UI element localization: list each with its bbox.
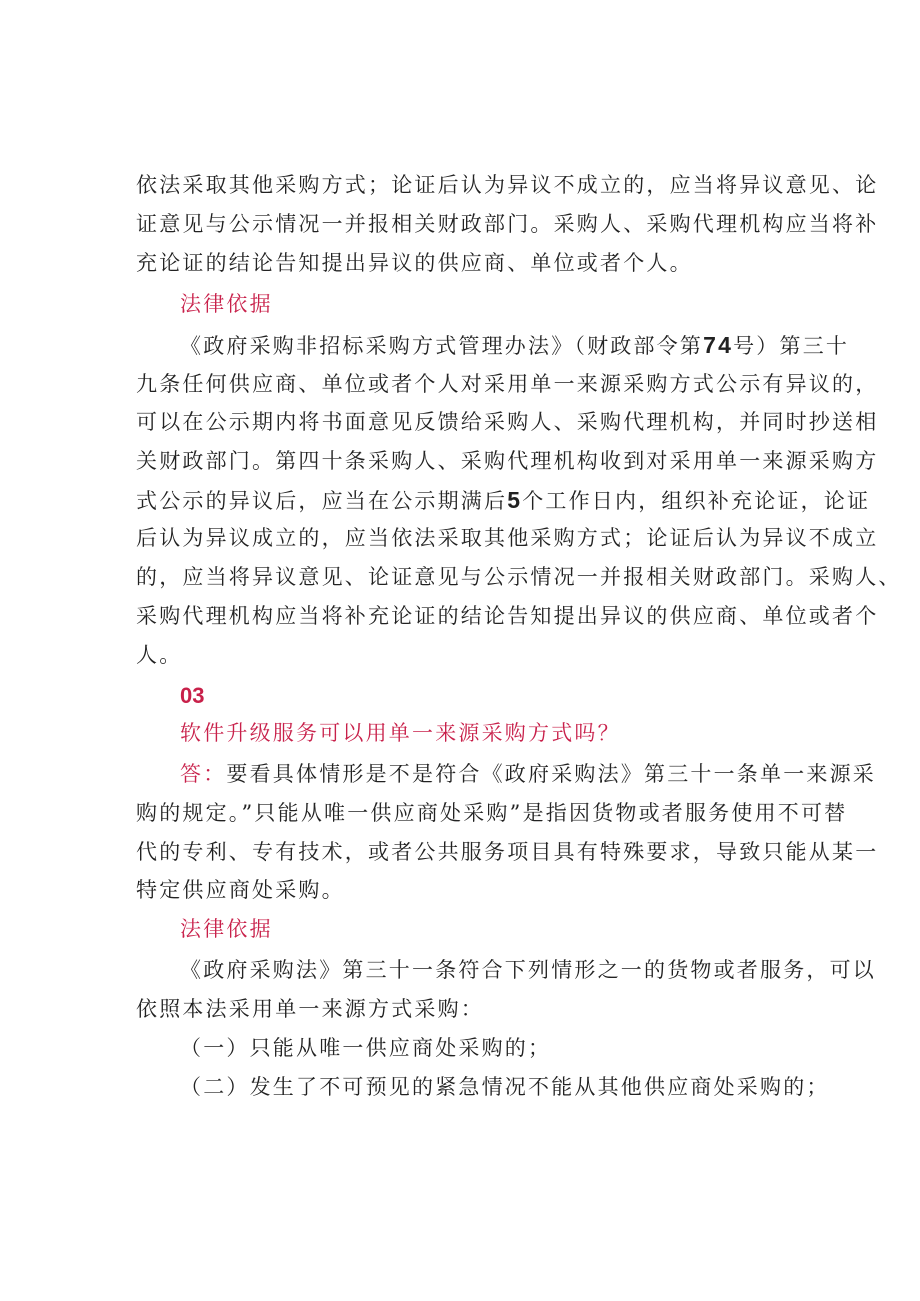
paragraph-line: 特定供应商处采购。 xyxy=(136,878,345,902)
paragraph-line: 依照本法采用单一来源方式采购： xyxy=(136,997,484,1021)
text-segment: 号）第三十 xyxy=(733,334,850,358)
paragraph-line: 的，应当将异议意见、论证意见与公示情况一并报相关财政部门。采购人、 xyxy=(136,565,902,589)
question-heading: 软件升级服务可以用单一来源采购方式吗？ xyxy=(180,721,621,745)
paragraph-line xyxy=(180,328,850,363)
paragraph-line xyxy=(136,483,871,518)
paragraph-line xyxy=(180,757,877,791)
paragraph-line: 关财政部门。第四十条采购人、采购代理机构收到对采用单一来源采购方 xyxy=(136,449,879,473)
paragraph-line: 购的规定。”只能从唯一供应商处采购”是指因货物或者服务使用不可替 xyxy=(136,801,848,825)
text-segment: 要看具体情形是不是符合《政府采购法》第三十一条单一来源采 xyxy=(226,762,877,786)
paragraph-line: 代的专利、专有技术，或者公共服务项目具有特殊要求，导致只能从某一 xyxy=(136,840,879,864)
days-number: 5 xyxy=(507,487,523,513)
text-segment: 个工作日内，组织补充论证，论证 xyxy=(522,489,871,513)
paragraph-line: 充论证的结论告知提出异议的供应商、单位或者个人。 xyxy=(136,251,693,275)
text-segment: 式公示的异议后，应当在公示期满后 xyxy=(136,489,508,513)
decree-number: 74 xyxy=(703,332,734,358)
section-number: 03 xyxy=(180,683,205,708)
paragraph-line: 后认为异议成立的，应当依法采取其他采购方式；论证后认为异议不成立 xyxy=(136,526,879,550)
text-segment: 《政府采购非招标采购方式管理办法》（财政部令第 xyxy=(180,334,704,358)
paragraph-line: 采购代理机构应当将补充论证的结论告知提出异议的供应商、单位或者个 xyxy=(136,604,879,628)
list-item: （一）只能从唯一供应商处采购的； xyxy=(180,1036,552,1060)
legal-basis-label: 法律依据 xyxy=(180,292,273,316)
paragraph-line: 人。 xyxy=(136,643,183,667)
paragraph-line: 《政府采购法》第三十一条符合下列情形之一的货物或者服务，可以 xyxy=(180,958,876,982)
paragraph-line: 九条任何供应商、单位或者个人对采用单一来源采购方式公示有异议的， xyxy=(136,372,879,396)
paragraph-line: 证意见与公示情况一并报相关财政部门。采购人、采购代理机构应当将补 xyxy=(136,212,879,236)
paragraph-line: 依法采取其他采购方式；论证后认为异议不成立的，应当将异议意见、论 xyxy=(136,173,879,197)
list-item: （二）发生了不可预见的紧急情况不能从其他供应商处采购的； xyxy=(180,1075,830,1099)
paragraph-line: 可以在公示期内将书面意见反馈给采购人、采购代理机构，并同时抄送相 xyxy=(136,410,879,434)
legal-basis-label: 法律依据 xyxy=(180,917,273,941)
answer-label: 答： xyxy=(180,762,227,786)
